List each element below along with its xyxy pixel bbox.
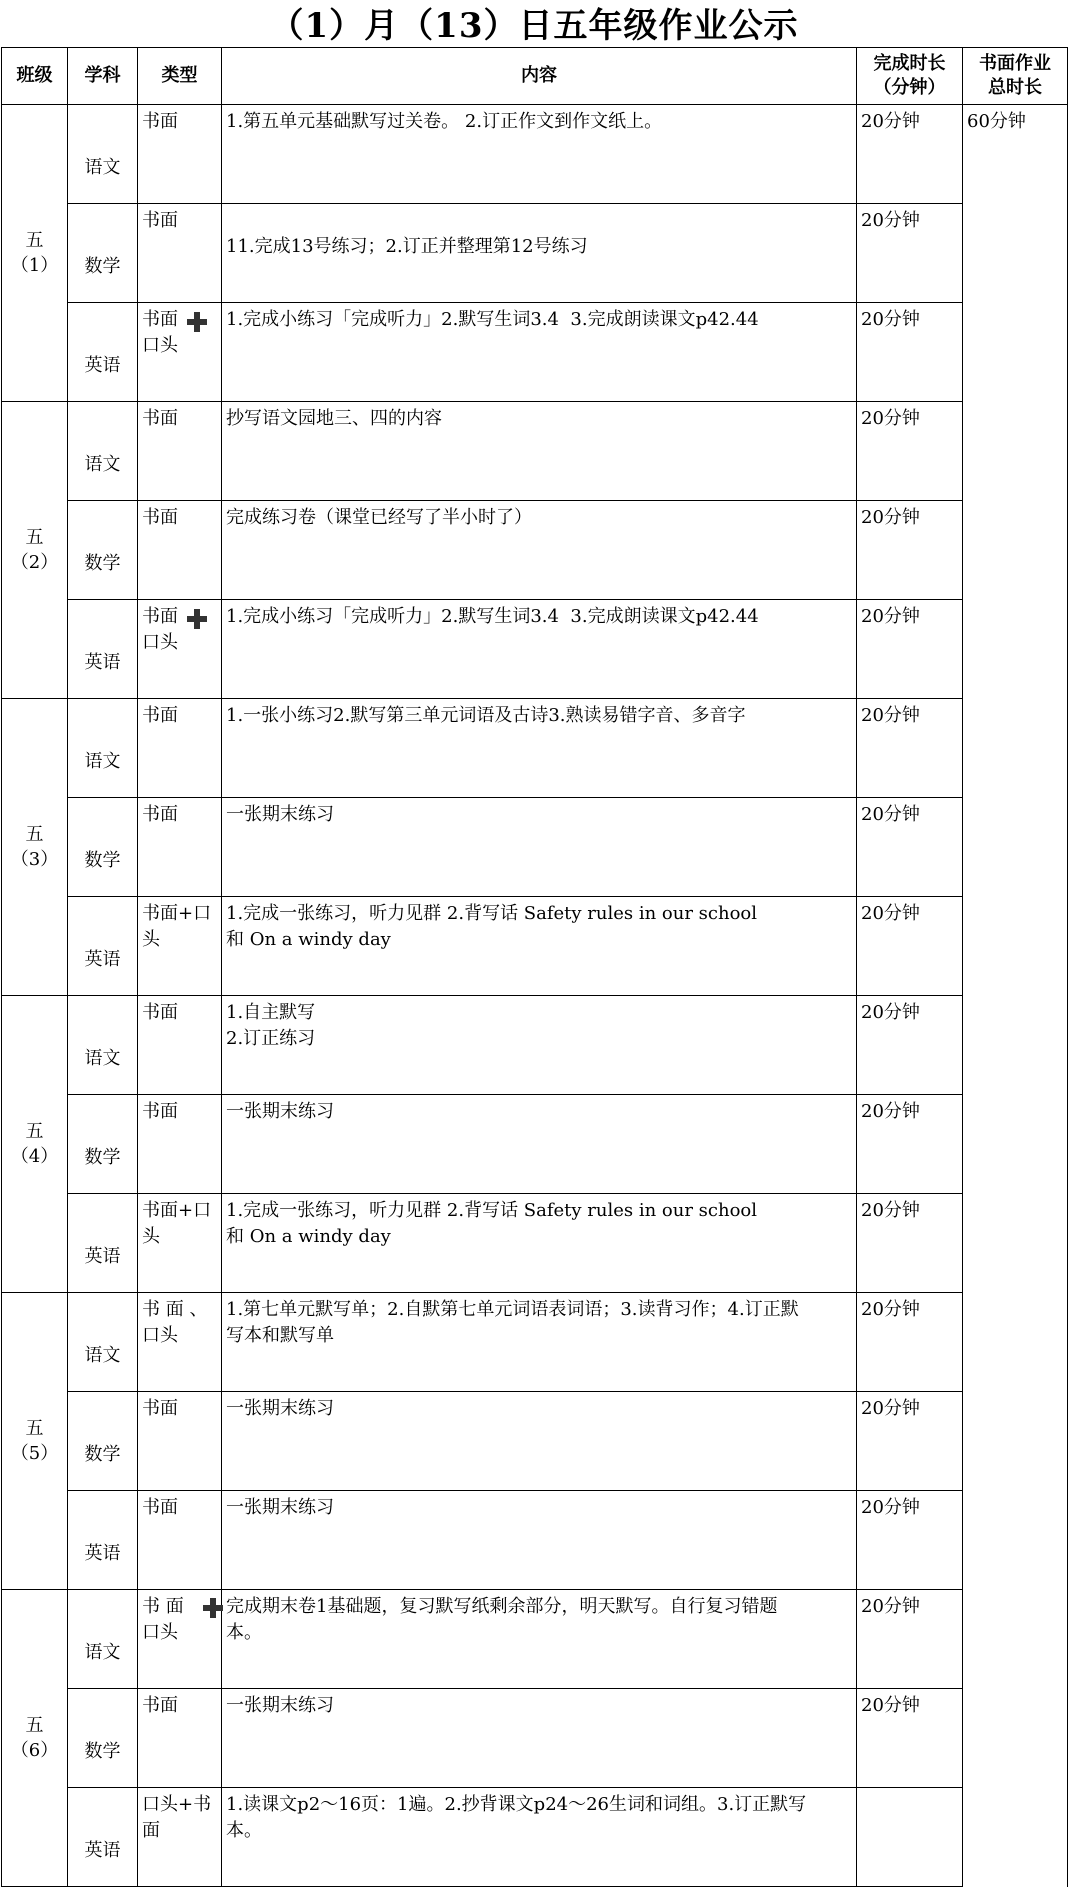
table-row bbox=[2, 1392, 1068, 1491]
type-text: 书面 bbox=[142, 705, 178, 726]
table-row bbox=[2, 1491, 1068, 1590]
table-row bbox=[2, 699, 1068, 798]
class-grade: 五 bbox=[25, 1121, 44, 1142]
table-row bbox=[2, 1590, 1068, 1689]
type-cell bbox=[138, 1491, 222, 1590]
table-row bbox=[2, 1194, 1068, 1293]
subject-cell: 数学 bbox=[68, 1689, 138, 1788]
time-cell: 20分钟 bbox=[857, 402, 963, 501]
homework-table bbox=[1, 47, 1068, 1887]
class-cell bbox=[2, 105, 68, 402]
type-text: 书面 bbox=[142, 1695, 178, 1716]
content-cell: 抄写语文园地三、四的内容 bbox=[222, 402, 857, 501]
class-cell bbox=[2, 699, 68, 996]
class-grade: 五 bbox=[25, 1715, 44, 1736]
type-cell bbox=[138, 303, 222, 402]
table-row bbox=[2, 501, 1068, 600]
table-row bbox=[2, 105, 1068, 204]
time-cell: 20分钟 bbox=[857, 501, 963, 600]
content-cell: 11.完成13号练习；2.订正并整理第12号练习 bbox=[222, 204, 857, 303]
time-cell bbox=[857, 1788, 963, 1887]
type-cell bbox=[138, 105, 222, 204]
subject-cell: 英语 bbox=[68, 1194, 138, 1293]
type-text: 书面 bbox=[142, 1497, 178, 1518]
header-subject: 学科 bbox=[68, 48, 138, 105]
header-type: 类型 bbox=[138, 48, 222, 105]
header-total-line1: 书面作业 bbox=[979, 53, 1051, 74]
table-row bbox=[2, 1293, 1068, 1392]
header-row bbox=[2, 48, 1068, 105]
subject-cell: 英语 bbox=[68, 600, 138, 699]
subject-cell: 语文 bbox=[68, 1293, 138, 1392]
type-cell bbox=[138, 1194, 222, 1293]
header-total-line2: 总时长 bbox=[988, 77, 1042, 98]
type-cell bbox=[138, 402, 222, 501]
time-cell: 20分钟 bbox=[857, 897, 963, 996]
time-cell: 20分钟 bbox=[857, 1491, 963, 1590]
table-row bbox=[2, 303, 1068, 402]
subject-cell: 数学 bbox=[68, 1095, 138, 1194]
subject-cell: 语文 bbox=[68, 699, 138, 798]
content-cell: 一张期末练习 bbox=[222, 1491, 857, 1590]
content-cell: 1.完成一张练习，听力见群 2.背写话 Safety rules in our school 和 On a windy day bbox=[222, 897, 857, 996]
content-cell: 一张期末练习 bbox=[222, 1392, 857, 1491]
type-text: 书面 bbox=[142, 111, 178, 132]
type-cell bbox=[138, 699, 222, 798]
type-text: 书面+口 头 bbox=[142, 1200, 212, 1247]
time-cell: 20分钟 bbox=[857, 303, 963, 402]
type-cell bbox=[138, 600, 222, 699]
type-text: 书面 bbox=[142, 804, 178, 825]
time-cell: 20分钟 bbox=[857, 204, 963, 303]
type-cell bbox=[138, 996, 222, 1095]
header-class: 班级 bbox=[2, 48, 68, 105]
header-content: 内容 bbox=[222, 48, 857, 105]
type-cell bbox=[138, 1788, 222, 1887]
class-number: （4） bbox=[10, 1146, 59, 1167]
class-grade: 五 bbox=[25, 527, 44, 548]
type-text: 书 面 口头 bbox=[142, 1596, 184, 1643]
subject-cell: 语文 bbox=[68, 996, 138, 1095]
class-number: （3） bbox=[10, 849, 59, 870]
class-number: （1） bbox=[10, 255, 59, 276]
subject-cell: 英语 bbox=[68, 1788, 138, 1887]
class-cell bbox=[2, 996, 68, 1293]
time-cell: 20分钟 bbox=[857, 699, 963, 798]
class-cell bbox=[2, 1590, 68, 1887]
content-cell: 1.完成一张练习，听力见群 2.背写话 Safety rules in our school 和 On a windy day bbox=[222, 1194, 857, 1293]
subject-cell: 数学 bbox=[68, 501, 138, 600]
page-title: （1）月（13）日五年级作业公示 bbox=[269, 6, 799, 46]
content-cell: 1.读课文p2～16页：1遍。2.抄背课文p24～26生词和词组。3.订正默写 本。 bbox=[222, 1788, 857, 1887]
plus-icon bbox=[203, 1598, 223, 1618]
type-cell bbox=[138, 897, 222, 996]
type-text: 书面 bbox=[142, 210, 178, 231]
time-cell: 20分钟 bbox=[857, 1590, 963, 1689]
header-time-line1: 完成时长 bbox=[873, 53, 946, 74]
class-grade: 五 bbox=[25, 230, 44, 251]
time-cell: 20分钟 bbox=[857, 600, 963, 699]
content-cell: 1.自主默写 2.订正练习 bbox=[222, 996, 857, 1095]
type-text: 书面 口头 bbox=[142, 309, 178, 356]
table-row bbox=[2, 1788, 1068, 1887]
content-cell: 1.第七单元默写单；2.自默第七单元词语表词语；3.读背习作；4.订正默 写本和默写单 bbox=[222, 1293, 857, 1392]
time-cell: 20分钟 bbox=[857, 996, 963, 1095]
class-cell bbox=[2, 402, 68, 699]
class-grade: 五 bbox=[25, 1418, 44, 1439]
header-total bbox=[963, 48, 1068, 105]
header-time bbox=[857, 48, 963, 105]
type-text: 书 面 、 口头 bbox=[142, 1299, 208, 1346]
content-cell: 一张期末练习 bbox=[222, 1095, 857, 1194]
class-number: （5） bbox=[10, 1443, 59, 1464]
time-cell: 20分钟 bbox=[857, 798, 963, 897]
table-row bbox=[2, 996, 1068, 1095]
time-cell: 20分钟 bbox=[857, 1194, 963, 1293]
content-cell: 1.完成小练习「完成听力」2.默写生词3.4 3.完成朗读课文p42.44 bbox=[222, 600, 857, 699]
time-cell: 20分钟 bbox=[857, 1293, 963, 1392]
table-row bbox=[2, 204, 1068, 303]
subject-cell: 英语 bbox=[68, 1491, 138, 1590]
content-cell: 1.一张小练习2.默写第三单元词语及古诗3.熟读易错字音、多音字 bbox=[222, 699, 857, 798]
type-cell bbox=[138, 501, 222, 600]
subject-cell: 语文 bbox=[68, 402, 138, 501]
subject-cell: 语文 bbox=[68, 1590, 138, 1689]
type-text: 书面 bbox=[142, 1002, 178, 1023]
type-text: 书面 口头 bbox=[142, 606, 178, 653]
table-row bbox=[2, 1689, 1068, 1788]
table-row bbox=[2, 402, 1068, 501]
type-cell bbox=[138, 1392, 222, 1491]
type-cell bbox=[138, 1590, 222, 1689]
content-cell: 1.第五单元基础默写过关卷。 2.订正作文到作文纸上。 bbox=[222, 105, 857, 204]
subject-cell: 数学 bbox=[68, 204, 138, 303]
content-cell: 一张期末练习 bbox=[222, 798, 857, 897]
subject-cell: 数学 bbox=[68, 798, 138, 897]
type-text: 口头+书 面 bbox=[142, 1794, 212, 1841]
time-cell: 20分钟 bbox=[857, 105, 963, 204]
type-text: 书面 bbox=[142, 1398, 178, 1419]
table-row bbox=[2, 600, 1068, 699]
table-body bbox=[2, 105, 1068, 1887]
plus-icon bbox=[187, 312, 207, 332]
table-row bbox=[2, 897, 1068, 996]
class-cell bbox=[2, 1293, 68, 1590]
header-time-line2: （分钟） bbox=[873, 77, 946, 98]
content-cell: 1.完成小练习「完成听力」2.默写生词3.4 3.完成朗读课文p42.44 bbox=[222, 303, 857, 402]
type-cell bbox=[138, 798, 222, 897]
type-text: 书面+口 头 bbox=[142, 903, 212, 950]
time-cell: 20分钟 bbox=[857, 1095, 963, 1194]
content-cell: 一张期末练习 bbox=[222, 1689, 857, 1788]
table-row bbox=[2, 798, 1068, 897]
total-time-cell: 60分钟 bbox=[963, 105, 1068, 1887]
subject-cell: 语文 bbox=[68, 105, 138, 204]
plus-icon bbox=[187, 609, 207, 629]
type-text: 书面 bbox=[142, 1101, 178, 1122]
class-number: （6） bbox=[10, 1740, 59, 1761]
type-text: 书面 bbox=[142, 408, 178, 429]
type-cell bbox=[138, 1293, 222, 1392]
time-cell: 20分钟 bbox=[857, 1392, 963, 1491]
content-cell: 完成期末卷1基础题，复习默写纸剩余部分，明天默写。自行复习错题 本。 bbox=[222, 1590, 857, 1689]
type-cell bbox=[138, 1689, 222, 1788]
content-cell: 完成练习卷（课堂已经写了半小时了） bbox=[222, 501, 857, 600]
time-cell: 20分钟 bbox=[857, 1689, 963, 1788]
class-number: （2） bbox=[10, 552, 59, 573]
subject-cell: 英语 bbox=[68, 897, 138, 996]
subject-cell: 数学 bbox=[68, 1392, 138, 1491]
type-cell bbox=[138, 1095, 222, 1194]
class-grade: 五 bbox=[25, 824, 44, 845]
type-cell bbox=[138, 204, 222, 303]
table-row bbox=[2, 1095, 1068, 1194]
subject-cell: 英语 bbox=[68, 303, 138, 402]
type-text: 书面 bbox=[142, 507, 178, 528]
